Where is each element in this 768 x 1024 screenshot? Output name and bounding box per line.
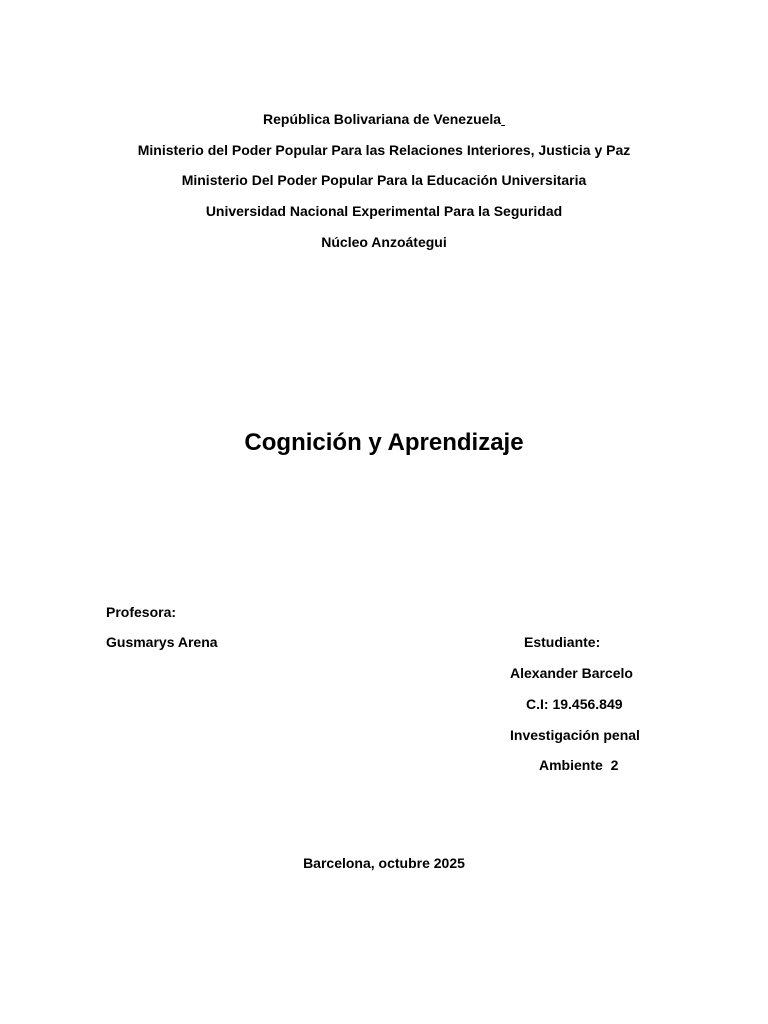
student-section: Ambiente 2	[539, 757, 619, 773]
header-university: Universidad Nacional Experimental Para la Seguridad	[205, 203, 563, 219]
student-program: Investigación penal	[510, 727, 640, 743]
student-label: Estudiante:	[524, 634, 601, 650]
student-id: C.I: 19.456.849	[526, 696, 623, 712]
document-title: Cognición y Aprendizaje	[244, 429, 524, 456]
header-ministry-interior: Ministerio del Poder Popular Para las Relaciones Interiores, Justicia y Paz	[137, 142, 631, 158]
professor-label: Profesora:	[106, 604, 177, 620]
place-date: Barcelona, octubre 2025	[303, 855, 465, 871]
header-ministry-education: Ministerio Del Poder Popular Para la Educación Universitaria	[181, 172, 587, 188]
header-campus: Núcleo Anzoátegui	[321, 234, 447, 250]
student-name: Alexander Barcelo	[510, 665, 633, 681]
header-country-underline	[501, 111, 505, 127]
professor-name: Gusmarys Arena	[106, 634, 218, 650]
header-country-text: República Bolivariana de Venezuela	[263, 111, 502, 127]
header-country	[0, 110, 768, 128]
